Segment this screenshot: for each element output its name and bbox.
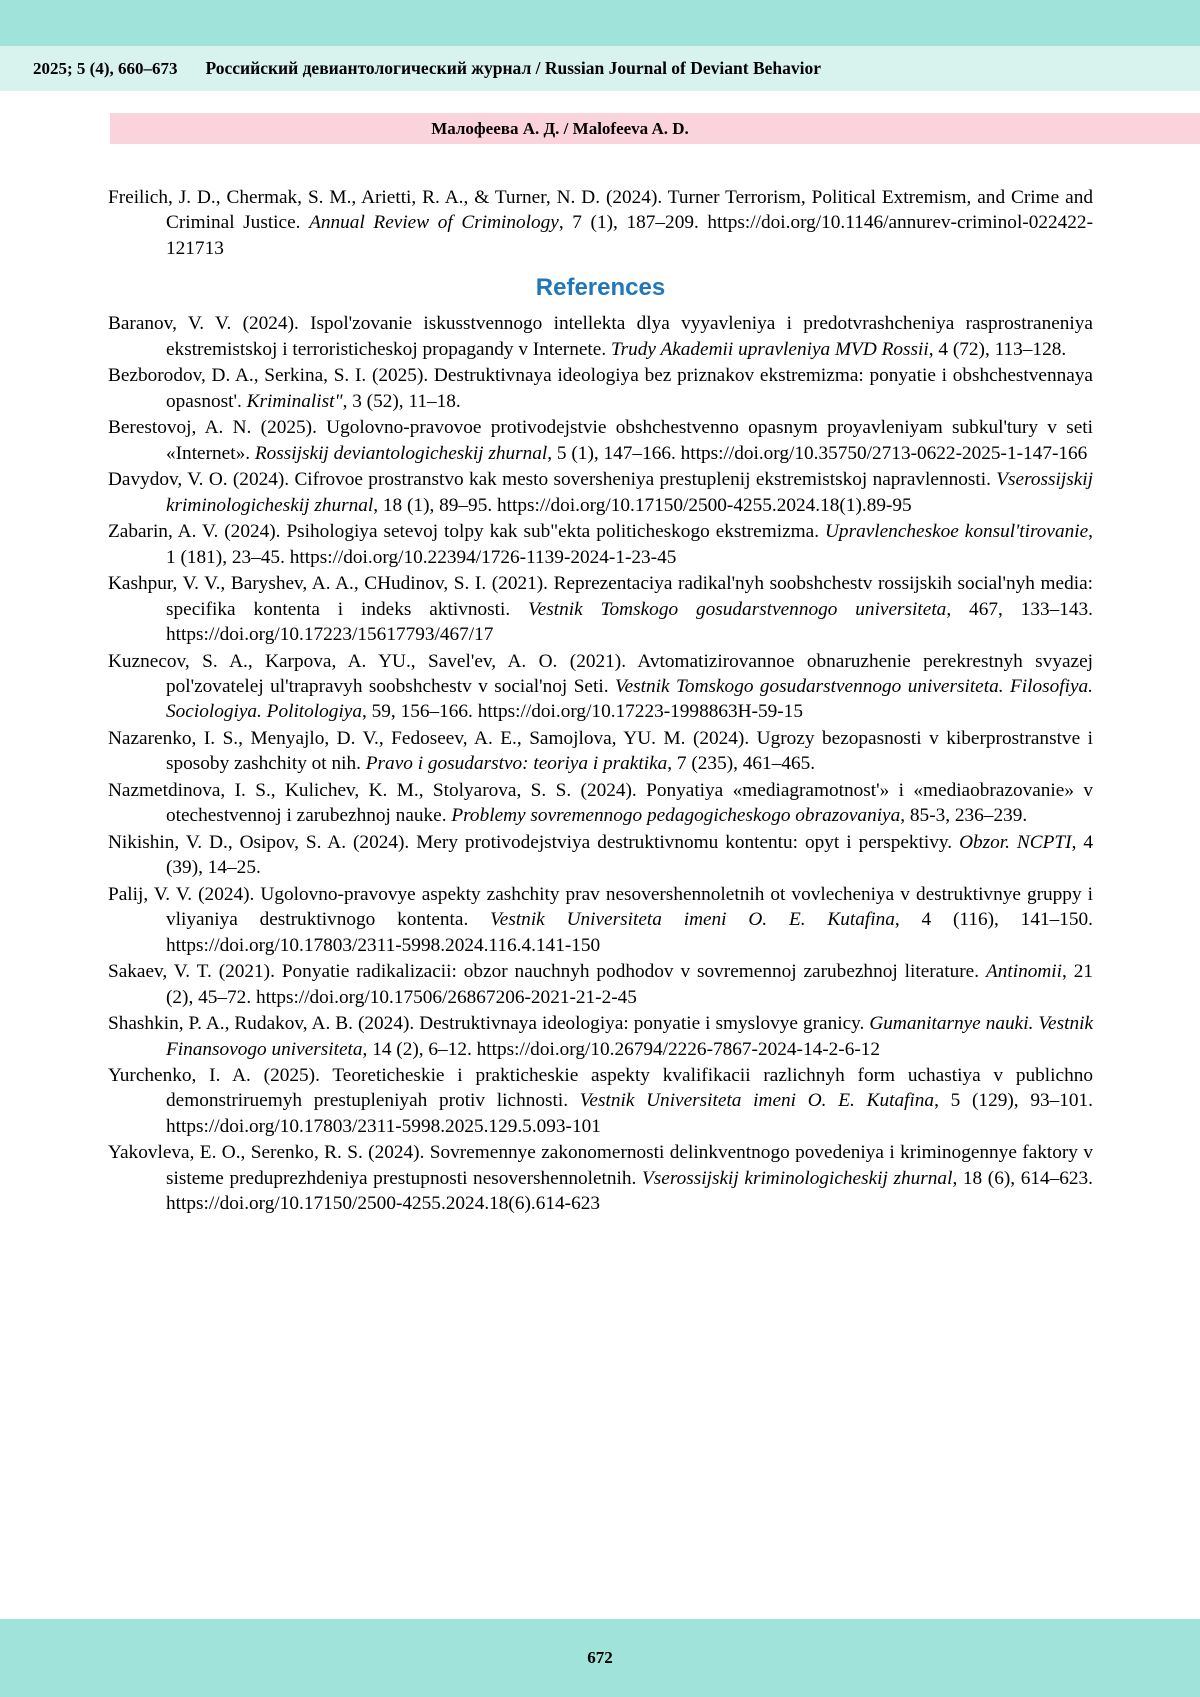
- reference-entry: [108, 415, 1093, 466]
- reference-text-part2: , 4 (39), 14–25.: [166, 831, 1094, 879]
- reference-text-part1: Palij, V. V. (2024). Ugolovno-pravovye aspekty zashchity prav nesovershennoletnih ot vovlecheniya v destruktivnye gruppy i vliyaniya destruktivnogo kontenta.: [108, 883, 1093, 931]
- page-number: 672: [587, 1648, 613, 1667]
- page-header: [0, 46, 1200, 91]
- reference-text-part2: , 5 (1), 147–166. https://doi.org/10.35750/2713-0622-2025-1-147-166: [547, 442, 1088, 464]
- reference-source-italic: Gumanitarnye nauki. Vestnik Finansovogo universiteta: [166, 1013, 1093, 1060]
- reference-text-part1: Sakaev, V. T. (2021). Ponyatie radikalizacii: obzor nauchnyh podhodov v sovremennoj zarubezhnoj literature.: [108, 961, 986, 983]
- reference-text-part2: , 467, 133–143. https://doi.org/10.17223/15617793/467/17: [166, 598, 1093, 646]
- reference-source-italic: Antinomii: [985, 961, 1062, 983]
- author-running-head-text: Малофеева А. Д. / Malofeeva A. D.: [431, 118, 689, 138]
- reference-text-part2: , 14 (2), 6–12. https://doi.org/10.26794/2226-7867-2024-14-2-6-12: [362, 1038, 881, 1060]
- reference-text-part1: Bezborodov, D. A., Serkina, S. I. (2025). Destruktivnaya ideologiya bez priznakov ekstremizma: ponyatie i obshchestvennaya opasnost'.: [108, 365, 1093, 412]
- references-heading: References: [535, 274, 666, 302]
- reference-text-part1: Baranov, V. V. (2024). Ispol'zovanie iskusstvennogo intellekta dlya vyyavleniya i predotvrashcheniya rasprostraneniya ekstremistskoj i terroristicheskoj propagandy v Internete.: [108, 313, 1093, 360]
- reference-entry: [108, 1140, 1093, 1216]
- reference-source-italic: Rossijskij deviantologicheskij zhurnal: [254, 442, 548, 464]
- author-running-head: [110, 113, 1200, 144]
- reference-text-part1: Zabarin, A. V. (2024). Psihologiya setevoj tolpy kak sub"ekta politicheskogo ekstremizma.: [108, 521, 825, 543]
- reference-text-part1: Freilich, J. D., Chermak, S. M., Arietti, R. A., & Turner, N. D. (2024). Turner Terrorism, Political Extremism, and Crime and Criminal Justice.: [108, 187, 1093, 234]
- reference-entry: [108, 1011, 1093, 1062]
- reference-entry: [108, 467, 1093, 518]
- reference-text-part2: , 1 (181), 23–45. https://doi.org/10.22394/1726-1139-2024-1-23-45: [166, 521, 1093, 568]
- reference-entry-top: [108, 185, 1093, 261]
- reference-entry: [108, 726, 1093, 777]
- reference-text-part1: Nazmetdinova, I. S., Kulichev, K. M., Stolyarova, S. S. (2024). Ponyatiya «mediagramotnost'» i «mediaobrazovanie» v otechestvennoj i zarubezhnoj nauke.: [108, 779, 1093, 827]
- reference-text-part1: Nikishin, V. D., Osipov, S. A. (2024). Mery protivodejstviya destruktivnomu kontentu: opyt i perspektivy.: [108, 831, 960, 853]
- reference-source-italic: Vestnik Universiteta imeni O. E. Kutafina: [579, 1090, 935, 1112]
- reference-entry: [108, 649, 1093, 725]
- reference-text-part1: Nazarenko, I. S., Menyajlo, D. V., Fedoseev, A. E., Samojlova, YU. M. (2024). Ugrozy bezopasnosti v kiberprostranstve i sposoby zashchity ot nih.: [108, 727, 1093, 775]
- reference-text-part1: Berestovoj, A. N. (2025). Ugolovno-pravovoe protivodejstvie obshchestvenno opasnym proyavleniyam subkul'tury v seti «Internet».: [108, 417, 1093, 464]
- reference-text-part2: , 4 (72), 113–128.: [928, 338, 1067, 360]
- reference-text-part2: , 18 (6), 614–623. https://doi.org/10.17150/2500-4255.2024.18(6).614-623: [166, 1167, 1093, 1215]
- reference-text-part1: Shashkin, P. A., Rudakov, A. B. (2024). Destruktivnaya ideologiya: ponyatie i smyslovye granicy.: [108, 1013, 870, 1035]
- reference-entry: [108, 519, 1093, 570]
- top-decorative-bar: [0, 0, 1200, 46]
- reference-text-part1: Yakovleva, E. O., Serenko, R. S. (2024). Sovremennye zakonomernosti delinkventnogo povedeniya i kriminogennye faktory v sisteme preduprezhdeniya prestupnosti nesovershennoletnih.: [108, 1142, 1093, 1189]
- reference-text-part1: Davydov, V. O. (2024). Cifrovoe prostranstvo kak mesto soversheniya prestuplenij ekstremistskoj napravlennosti.: [108, 469, 997, 491]
- reference-text-part2: , 21 (2), 45–72. https://doi.org/10.17506/26867206-2021-21-2-45: [166, 961, 1094, 1008]
- reference-source-italic: Trudy Akademii upravleniya MVD Rossii: [610, 338, 929, 360]
- references-content: [108, 185, 1093, 1218]
- reference-source-italic: Kriminalistʺ: [246, 390, 343, 412]
- reference-text-part2: , 7 (235), 461–465.: [667, 753, 816, 775]
- reference-entry: [108, 882, 1093, 958]
- reference-text-part2: , 18 (1), 89–95. https://doi.org/10.17150/2500-4255.2024.18(1).89-95: [373, 494, 912, 516]
- reference-entry: [108, 830, 1093, 881]
- reference-source-italic: Obzor. NCPTI: [959, 831, 1072, 853]
- reference-source-italic: Vestnik Tomskogo gosudarstvennogo universiteta. Filosofiya. Sociologiya. Politologiya: [166, 675, 1093, 723]
- reference-text-part2: , 7 (1), 187–209. https://doi.org/10.1146/annurev-criminol-022422-121713: [166, 212, 1093, 259]
- reference-text-part2: , 4 (116), 141–150. https://doi.org/10.17803/2311-5998.2024.116.4.141-150: [166, 909, 1093, 956]
- reference-text-part1: Yurchenko, I. A. (2025). Teoreticheskie i prakticheskie aspekty kvalifikacii razlichnyh form uchastiya v publichno demonstriruemyh prestupleniyah protiv lichnosti.: [108, 1065, 1093, 1112]
- reference-source-italic: Problemy sovremennogo pedagogicheskogo obrazovaniya: [451, 805, 901, 827]
- reference-source-italic: Vestnik Universiteta imeni O. E. Kutafina: [490, 909, 895, 931]
- reference-text-part2: , 85-3, 236–239.: [900, 805, 1028, 827]
- reference-text-part2: , 3 (52), 11–18.: [342, 390, 461, 412]
- reference-entry: [108, 571, 1093, 647]
- reference-source-italic: Annual Review of Criminology: [309, 212, 559, 234]
- reference-source-italic: Vserossijskij kriminologicheskij zhurnal: [166, 469, 1093, 516]
- reference-source-italic: Upravlencheskoe konsul'tirovanie: [825, 521, 1089, 543]
- reference-entry: [108, 959, 1093, 1010]
- reference-text-part1: Kashpur, V. V., Baryshev, A. A., CHudinov, S. I. (2021). Reprezentaciya radikal'nyh soobshchestv rossijskih social'nyh media: specifika kontenta i indeks aktivnosti.: [108, 573, 1093, 620]
- reference-text-part2: , 59, 156–166. https://doi.org/10.17223-1998863H-59-15: [362, 701, 803, 723]
- reference-text-part1: Kuznecov, S. A., Karpova, A. YU., Savel'ev, A. O. (2021). Avtomatizirovannoe obnaruzhenie perekrestnyh svyazej pol'zovatelej ul'trapravyh soobshchestv v social'noj Seti.: [108, 650, 1093, 697]
- reference-text-part2: , 5 (129), 93–101. https://doi.org/10.17803/2311-5998.2025.129.5.093-101: [166, 1090, 1094, 1137]
- reference-entry: [108, 363, 1093, 414]
- header-journal-title: Российский девиантологический журнал / Russian Journal of Deviant Behavior: [205, 58, 822, 78]
- reference-source-italic: Vestnik Tomskogo gosudarstvennogo universiteta: [528, 598, 947, 620]
- reference-entry: [108, 778, 1093, 829]
- reference-entry: [108, 1063, 1093, 1139]
- reference-source-italic: Vserossijskij kriminologicheskij zhurnal: [642, 1167, 953, 1189]
- header-issue-pages: 2025; 5 (4), 660–673: [33, 58, 178, 78]
- reference-source-italic: Pravo i gosudarstvo: teoriya i praktika: [365, 753, 668, 775]
- reference-entry: [108, 311, 1093, 362]
